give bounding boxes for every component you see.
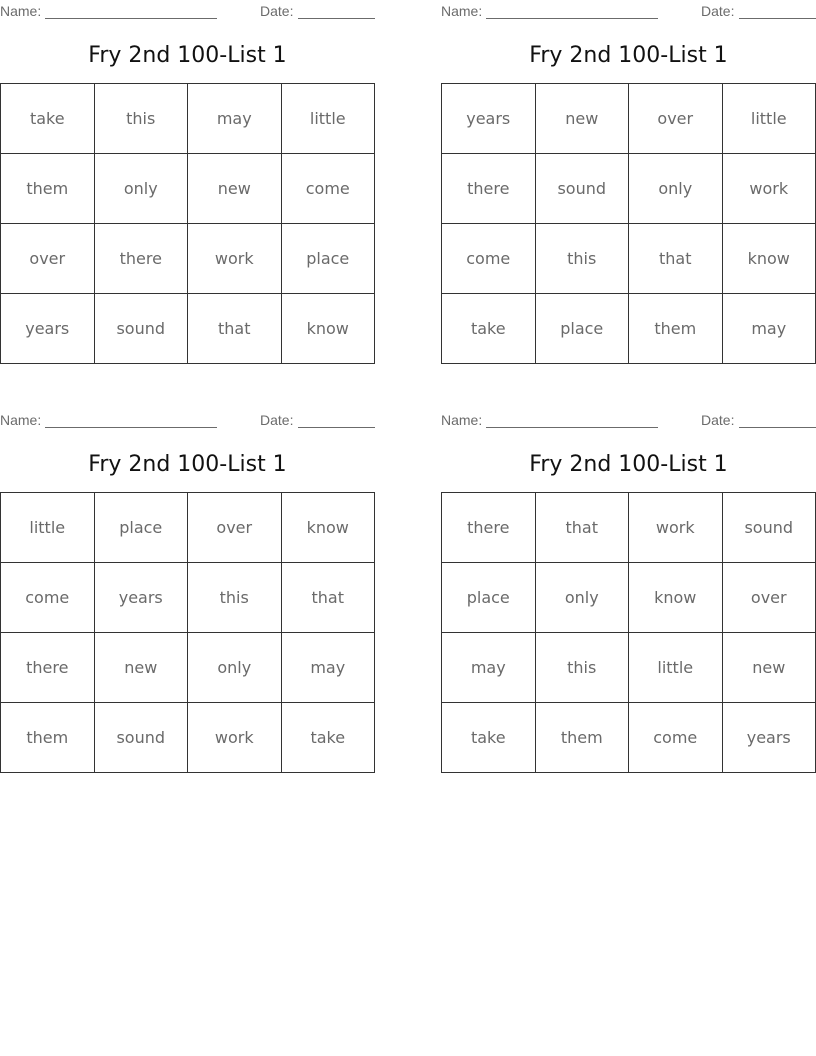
name-label: Name:	[441, 412, 483, 428]
grid-cell: years	[94, 563, 188, 633]
grid-cell: work	[722, 154, 816, 224]
date-blank-line	[298, 18, 375, 19]
grid-cell: over	[1, 224, 95, 294]
grid-cell: over	[188, 493, 282, 563]
grid-cell: years	[1, 294, 95, 364]
grid-cell: take	[442, 703, 536, 773]
grid-cell: this	[94, 84, 188, 154]
name-label: Name:	[441, 3, 483, 19]
grid-cell: them	[535, 703, 629, 773]
grid-row	[442, 154, 816, 224]
grid-cell: this	[535, 224, 629, 294]
grid-cell: know	[722, 224, 816, 294]
grid-cell: work	[188, 224, 282, 294]
card-title: Fry 2nd 100-List 1	[529, 43, 728, 68]
card-title: Fry 2nd 100-List 1	[88, 43, 287, 68]
grid-cell: sound	[94, 703, 188, 773]
grid-cell: that	[629, 224, 723, 294]
date-label: Date:	[701, 3, 735, 19]
bingo-card	[441, 409, 816, 781]
grid-row	[442, 633, 816, 703]
name-date-line	[441, 3, 816, 19]
grid-cell: may	[188, 84, 282, 154]
grid-cell: that	[281, 563, 375, 633]
name-date-line	[441, 412, 816, 428]
grid-row	[1, 84, 375, 154]
grid-row	[442, 84, 816, 154]
grid-cell: may	[281, 633, 375, 703]
grid-cell: that	[535, 493, 629, 563]
grid-cell: little	[722, 84, 816, 154]
grid-cell: years	[722, 703, 816, 773]
grid-cell: little	[629, 633, 723, 703]
bingo-card	[0, 0, 375, 372]
grid-cell: sound	[94, 294, 188, 364]
grid-cell: place	[535, 294, 629, 364]
grid-row	[1, 493, 375, 563]
grid-cell: sound	[535, 154, 629, 224]
grid-cell: come	[629, 703, 723, 773]
grid-cell: place	[281, 224, 375, 294]
grid-cell: new	[535, 84, 629, 154]
card-title: Fry 2nd 100-List 1	[88, 452, 287, 477]
grid-cell: know	[281, 294, 375, 364]
grid-cell: them	[629, 294, 723, 364]
grid-cell: work	[629, 493, 723, 563]
grid-cell: over	[629, 84, 723, 154]
grid-cell: this	[535, 633, 629, 703]
name-date-line	[0, 412, 375, 428]
name-blank-line	[45, 427, 217, 428]
grid-row	[442, 294, 816, 364]
grid-cell: take	[442, 294, 536, 364]
grid-row	[1, 154, 375, 224]
grid-cell: little	[281, 84, 375, 154]
grid-row	[1, 224, 375, 294]
name-label: Name:	[0, 412, 42, 428]
grid-row	[1, 633, 375, 703]
grid-row	[1, 703, 375, 773]
name-label: Name:	[0, 3, 42, 19]
date-blank-line	[739, 427, 816, 428]
grid-cell: there	[1, 633, 95, 703]
bingo-grid	[441, 492, 816, 773]
card-title: Fry 2nd 100-List 1	[529, 452, 728, 477]
grid-cell: come	[442, 224, 536, 294]
grid-cell: new	[94, 633, 188, 703]
grid-cell: only	[188, 633, 282, 703]
bingo-card	[0, 409, 375, 781]
grid-cell: little	[1, 493, 95, 563]
grid-cell: may	[442, 633, 536, 703]
grid-cell: know	[281, 493, 375, 563]
name-blank-line	[486, 18, 658, 19]
grid-cell: there	[94, 224, 188, 294]
grid-cell: new	[188, 154, 282, 224]
grid-cell: new	[722, 633, 816, 703]
grid-cell: work	[188, 703, 282, 773]
grid-cell: only	[94, 154, 188, 224]
name-blank-line	[486, 427, 658, 428]
grid-cell: come	[281, 154, 375, 224]
grid-cell: take	[281, 703, 375, 773]
bingo-card	[441, 0, 816, 372]
grid-row	[442, 493, 816, 563]
grid-cell: place	[442, 563, 536, 633]
grid-cell: only	[629, 154, 723, 224]
date-label: Date:	[260, 412, 294, 428]
grid-cell: only	[535, 563, 629, 633]
grid-cell: this	[188, 563, 282, 633]
grid-cell: years	[442, 84, 536, 154]
grid-row	[442, 563, 816, 633]
bingo-grid	[0, 83, 375, 364]
grid-cell: that	[188, 294, 282, 364]
grid-cell: there	[442, 493, 536, 563]
bingo-grid	[441, 83, 816, 364]
grid-cell: them	[1, 154, 95, 224]
grid-cell: may	[722, 294, 816, 364]
grid-row	[442, 224, 816, 294]
date-label: Date:	[260, 3, 294, 19]
grid-cell: place	[94, 493, 188, 563]
grid-row	[1, 563, 375, 633]
bingo-grid	[0, 492, 375, 773]
grid-cell: them	[1, 703, 95, 773]
name-date-line	[0, 3, 375, 19]
grid-cell: take	[1, 84, 95, 154]
name-blank-line	[45, 18, 217, 19]
grid-cell: sound	[722, 493, 816, 563]
date-blank-line	[739, 18, 816, 19]
grid-cell: come	[1, 563, 95, 633]
grid-cell: know	[629, 563, 723, 633]
grid-row	[442, 703, 816, 773]
date-label: Date:	[701, 412, 735, 428]
grid-cell: there	[442, 154, 536, 224]
grid-cell: over	[722, 563, 816, 633]
date-blank-line	[298, 427, 375, 428]
grid-row	[1, 294, 375, 364]
